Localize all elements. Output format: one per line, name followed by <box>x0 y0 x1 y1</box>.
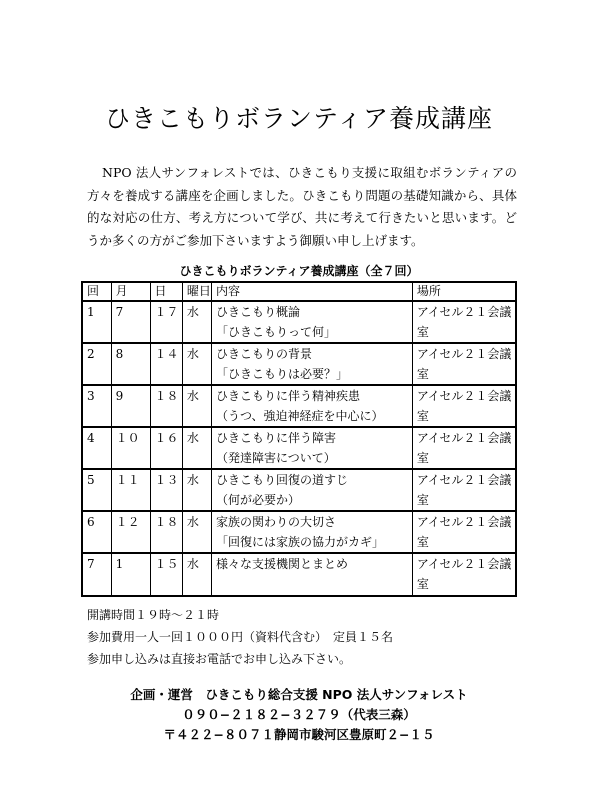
cell-month: 8 <box>111 343 150 385</box>
course-notes <box>87 604 393 670</box>
note-time: 開講時間１９時〜２１時 <box>87 608 220 622</box>
cell-weekday: 水 <box>182 385 211 427</box>
page-title: ひきこもりボランティア養成講座 <box>104 104 493 133</box>
cell-month: １２ <box>111 511 150 553</box>
cell-content <box>212 511 413 553</box>
note-apply: 参加申し込みは直接お電話でお申し込み下さい。 <box>87 652 352 666</box>
table-row <box>82 553 516 596</box>
organizer-info <box>0 685 598 745</box>
content-subtitle: 「回復には家族の協力がカギ」 <box>216 535 385 549</box>
table-caption: ひきこもりボランティア養成講座（全７回） <box>179 264 419 278</box>
content-title: ひきこもり回復の道すじ <box>216 473 349 487</box>
cell-place: アイセル２１会議室 <box>412 385 516 427</box>
cell-content <box>212 469 413 511</box>
table-row <box>82 385 516 427</box>
cell-weekday: 水 <box>182 343 211 385</box>
schedule-table <box>81 281 517 597</box>
note-fee: 参加費用一人一回１０００円（資料代含む） 定員１５名 <box>87 630 394 644</box>
cell-weekday: 水 <box>182 427 211 469</box>
organizer-address: 〒４２２−８０７１静岡市駿河区豊原町２−１５ <box>163 727 435 742</box>
header-weekday: 曜日 <box>182 282 211 301</box>
header-day: 日 <box>150 282 182 301</box>
cell-no: 2 <box>82 343 111 385</box>
content-title: ひきこもりに伴う障害 <box>216 431 337 445</box>
cell-weekday: 水 <box>182 469 211 511</box>
content-subtitle: 「ひきこもりは必要？」 <box>216 367 349 381</box>
table-row <box>82 511 516 553</box>
cell-day: １８ <box>150 385 182 427</box>
cell-no: 1 <box>82 301 111 343</box>
intro-paragraph: NPO 法人サンフォレストでは、ひきこもり支援に取組むボランティアの方々を養成する講座を企画しました。ひきこもり問題の基礎知識から、具体的な対応の仕方、考え方について学び、共に考えて行きたいと思います。どうか多くの方がご参加下さいますよう御願い申し上げます。 <box>87 165 517 248</box>
cell-place: アイセル２１会議室 <box>412 469 516 511</box>
cell-place: アイセル２１会議室 <box>412 427 516 469</box>
cell-month: １０ <box>111 427 150 469</box>
content-title: 様々な支援機関とまとめ <box>216 557 349 571</box>
header-place: 場所 <box>412 282 516 301</box>
content-subtitle: 「ひきこもりって何」 <box>216 325 337 339</box>
cell-content <box>212 427 413 469</box>
table-row <box>82 343 516 385</box>
cell-content <box>212 301 413 343</box>
cell-place: アイセル２１会議室 <box>412 343 516 385</box>
content-title: 家族の関わりの大切さ <box>216 515 337 529</box>
table-row <box>82 301 516 343</box>
content-subtitle: （何が必要か） <box>216 493 301 507</box>
cell-no: 7 <box>82 553 111 596</box>
cell-weekday: 水 <box>182 301 211 343</box>
cell-day: １６ <box>150 427 182 469</box>
cell-month: 9 <box>111 385 150 427</box>
cell-no: 3 <box>82 385 111 427</box>
cell-month: 1 <box>111 553 150 596</box>
cell-content <box>212 343 413 385</box>
organizer-phone: ０９０−２１８２−３２７９（代表三森） <box>182 707 416 722</box>
cell-day: １４ <box>150 343 182 385</box>
content-title: ひきこもり概論 <box>216 305 301 319</box>
content-subtitle: （うつ、強迫神経症を中心に） <box>216 409 384 423</box>
content-title: ひきこもりの背景 <box>216 347 313 361</box>
header-no: 回 <box>82 282 111 301</box>
cell-weekday: 水 <box>182 553 211 596</box>
cell-day: １７ <box>150 301 182 343</box>
cell-no: 5 <box>82 469 111 511</box>
cell-no: 6 <box>82 511 111 553</box>
cell-month: １１ <box>111 469 150 511</box>
content-subtitle: （発達障害について） <box>216 451 336 465</box>
cell-day: １８ <box>150 511 182 553</box>
table-row <box>82 469 516 511</box>
cell-no: 4 <box>82 427 111 469</box>
header-content: 内容 <box>212 282 413 301</box>
cell-place: アイセル２１会議室 <box>412 301 516 343</box>
cell-content <box>212 553 413 596</box>
cell-place: アイセル２１会議室 <box>412 553 516 596</box>
organizer-name: 企画・運営 ひきこもり総合支援 NPO 法人サンフォレスト <box>130 687 468 702</box>
header-month: 月 <box>111 282 150 301</box>
cell-month: 7 <box>111 301 150 343</box>
cell-place: アイセル２１会議室 <box>412 511 516 553</box>
cell-content <box>212 385 413 427</box>
table-header-row <box>82 282 516 301</box>
table-row <box>82 427 516 469</box>
cell-day: １５ <box>150 553 182 596</box>
content-title: ひきこもりに伴う精神疾患 <box>216 389 361 403</box>
cell-day: １３ <box>150 469 182 511</box>
cell-weekday: 水 <box>182 511 211 553</box>
